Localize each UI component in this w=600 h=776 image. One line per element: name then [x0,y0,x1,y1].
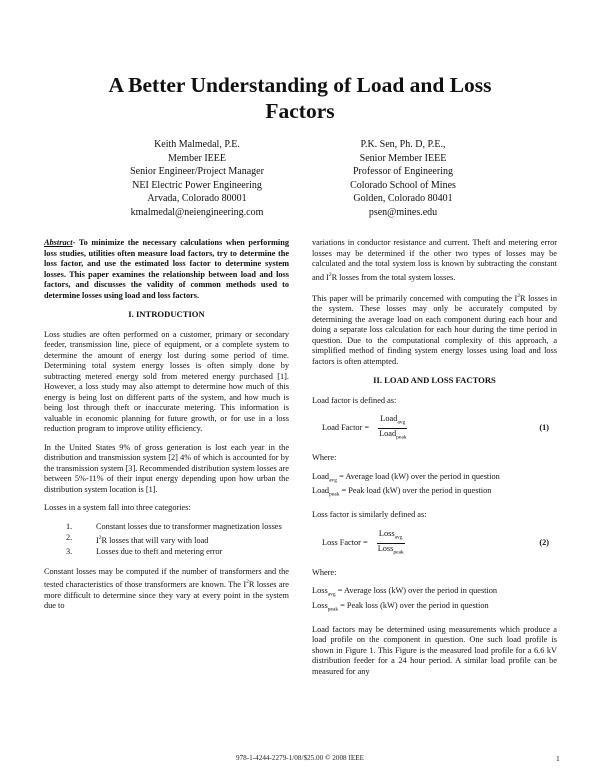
intro-paragraph-4: Constant losses may be computed if the number of transformers and the tested characteristics of those transformers are known. The $I^2R$ losses are more difficult to determine since they vary at every point in the system due to [44,566,289,611]
right-column [312,238,557,685]
paper-title [40,72,560,124]
copyright-footer: 978-1-4244-2279-1/08/$25.00 © 2008 IEEE [235,754,365,762]
author-name: P.K. Sen, Ph. D, P.E., [360,139,446,150]
equation-1: Load Factor = $\frac{Load_{avg}}{Load_{peak}}$ (1) [322,414,549,441]
load-factor-def: Load factor is defined as: [312,395,397,405]
author-grade: Member IEEE [167,152,227,164]
title-line-2: Factors [265,99,335,123]
loss-category-list [44,522,289,558]
equation-2: Loss Factor = $\frac{Loss_{avg}}{Loss_{peak}}$ (2) [322,528,549,556]
definition-loss-avg: Loss$_{avg}$ = Average loss (kW) over the period in question [312,586,498,599]
author-email[interactable]: psen@mines.edu [368,206,438,218]
author-position: Professor of Engineering [353,166,453,177]
intro-paragraph-3: Losses in a system fall into three categories: [44,503,191,512]
left-column [44,238,289,620]
title-line-1: A Better Understanding of Load and Loss [108,73,492,97]
page-number: 1 [556,754,560,763]
author-grade: Senior Member IEEE [359,152,447,164]
abstract-label: Abstract [44,238,73,247]
section-1-heading: I. INTRODUCTION [128,309,205,319]
intro-paragraph-1: Loss studies are often performed on a customer, primary or secondary feeder, transmission line, piece of equipment, or a complete system to determine the amount of energy lost during some period of time. Determining total system energy losses is often simply done by subtracting metered energy sold from metered energy purchased [1]. However, a loss study may also attempt to determine how much of this energy is being lost on different parts of the system, and how much is being lost through theft or inaccurate metering. This information is valuable in economic planning for future growth, or for use in a loss reduction program to improve utility efficiency. [44,329,289,433]
intro-paragraph-2: In the United States 9% of gross generation is lost each year in the distribution and transmission system [2] 4% of which is accounted for by the transmission system [3]. Recommended distribution system losses are between 5%-11% of their input energy depending upon how urban the distribution system location is [1]. [44,442,289,494]
load-profile-paragraph: Load factors may be determined using measurements which produce a load profile on the component in question. One such load profile is shown in Figure 1. This Figure is the measured load profile for a 6.6 kV distribution feeder for a 24 hour period. A similar load profile can be measured for any [312,624,557,676]
list-item: 2. $I^2R$ losses that will vary with load [66,533,209,545]
right-paragraph-1: variations in conductor resistance and current. Theft and metering error losses may be determined if the other two types of losses may be calculated and the total system loss is known by subtracting the constant and $I^2R$ losses from the total system losses. [312,238,557,282]
list-item: 1. Constant losses due to transformer magnetization losses [66,521,282,531]
definition-load-avg: Load$_{avg}$ = Average load (kW) over the period in question [312,471,500,484]
abstract-text: - To minimize the necessary calculations when performing loss studies, utilities often measure load factors, try to determine the loss factor, and use the estimated loss factor to determine system losses. This paper examines the relationship between load and loss factors, and discusses the validity of common methods used to determine losses using load and loss factors. [44,238,289,300]
where-label: Where: [312,453,337,463]
author-org: NEI Electric Power Engineering [132,179,262,191]
definition-loss-peak: Loss$_{peak}$ = Peak loss (kW) over the period in question [312,600,489,613]
author-org: Colorado School of Mines [350,179,456,191]
author-name: Keith Malmedal, P.E. [154,139,240,150]
author-city: Golden, Colorado 80401 [353,193,453,204]
author-city: Arvada, Colorado 80001 [147,193,247,204]
list-item: 3. Losses due to theft and metering error [66,547,223,557]
definition-load-peak: Load$_{peak}$ = Peak load (kW) over the period in question [312,486,492,498]
author-position: Senior Engineer/Project Manager [130,166,264,177]
section-2-heading: II. LOAD AND LOSS FACTORS [373,375,496,386]
right-paragraph-2: This paper will be primarily concerned with computing the $I^2R$ losses in the system. These losses may only be accurately computed by determining the average load on each component during each hour and doing a separate loss calculation for each hour during the time period in question. Due to the computational complexity of this approach, a simplified method of finding system energy losses using load and loss factors is often attempted. [312,292,557,366]
author-block-2 [288,138,518,219]
equation-number: (2) [539,538,549,548]
where-label: Where: [312,567,337,577]
author-email[interactable]: kmalmedal@neiengineering.com [130,206,264,218]
author-block-1 [82,138,312,219]
equation-number: (1) [539,423,549,433]
loss-factor-def: Loss factor is similarly defined as: [312,510,427,520]
abstract [44,238,289,301]
